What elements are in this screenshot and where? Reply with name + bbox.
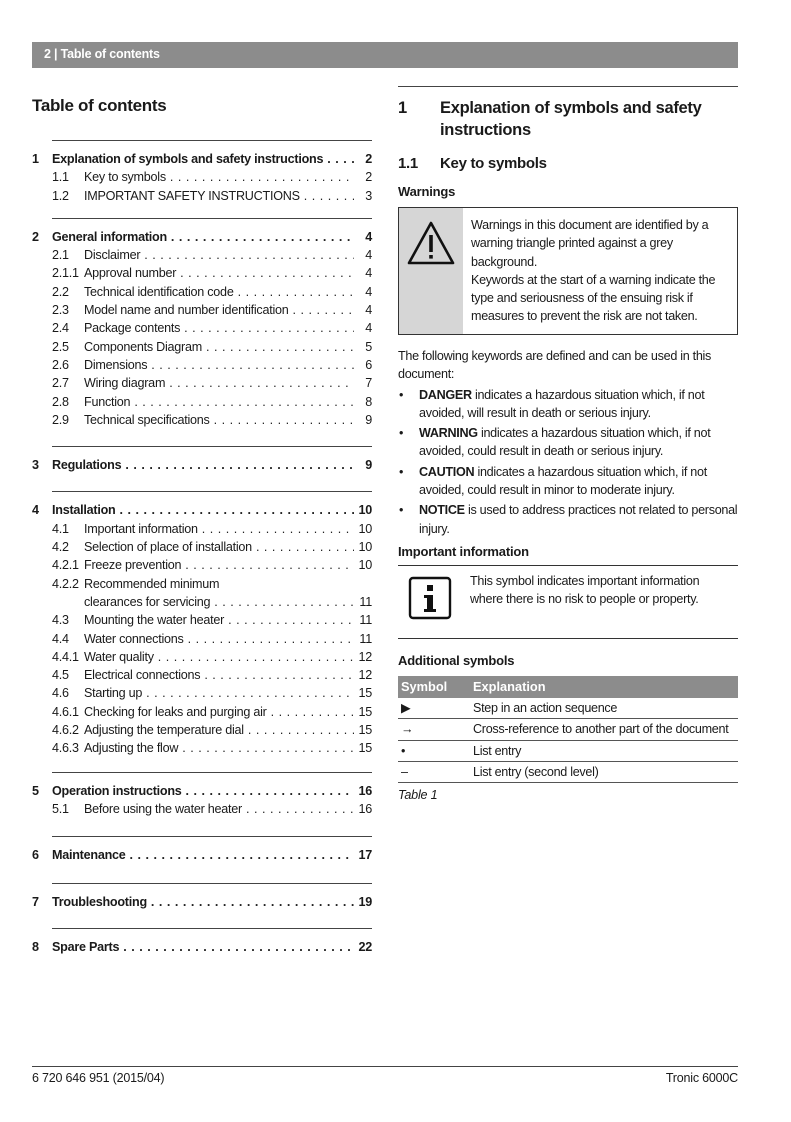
explanation-cell: List entry (second level) — [470, 761, 738, 782]
toc-entry[interactable] — [32, 168, 372, 186]
symbols-table — [398, 676, 738, 783]
toc-entry[interactable] — [32, 666, 372, 684]
toc-entry[interactable] — [32, 283, 372, 301]
toc-section — [32, 491, 372, 757]
toc-entry-page: 19 — [358, 894, 372, 909]
toc-entry-number: 5 — [32, 783, 39, 798]
keyword-description: indicates a hazardous situation which, if not avoided, will result in death or serious injury. — [419, 387, 705, 420]
toc-dot-leader — [202, 520, 354, 538]
toc-dot-leader — [206, 338, 354, 356]
toc-entry-number: 4.4 — [52, 631, 69, 646]
toc-entry-title: Approval number — [84, 266, 177, 281]
toc-entry-title: Components Diagram — [84, 339, 202, 354]
keyword-list — [398, 386, 738, 538]
toc-section — [32, 140, 372, 205]
toc-dot-leader — [293, 301, 354, 319]
toc-title: Table of contents — [32, 96, 167, 115]
toc-entry-number: 4.2.2 — [52, 576, 79, 591]
toc-entry-number: 2.1 — [52, 248, 69, 263]
toc-dot-leader — [125, 456, 354, 474]
toc-entry-number: 2.1.1 — [52, 266, 79, 281]
toc-entry[interactable] — [32, 301, 372, 319]
toc-dot-leader — [204, 666, 354, 684]
toc-entry[interactable] — [32, 739, 372, 757]
subsection-number: 1.1 — [398, 155, 418, 172]
info-text: This symbol indicates important information where there is no risk to people or property. — [470, 573, 700, 607]
toc-entry[interactable] — [32, 721, 372, 739]
toc-entry-title: Starting up — [84, 686, 143, 701]
toc-dot-leader — [185, 556, 354, 574]
toc-entry-page: 7 — [365, 376, 372, 391]
toc-entry[interactable] — [32, 556, 372, 574]
toc-entry-page: 12 — [358, 668, 372, 683]
toc-entry-page: 11 — [359, 613, 372, 628]
toc-entry[interactable] — [32, 246, 372, 264]
toc-dot-leader — [171, 228, 354, 246]
toc-entry-page: 5 — [365, 339, 372, 354]
toc-entry-title: Recommended minimum — [84, 576, 220, 591]
toc-section-entry[interactable] — [32, 150, 372, 168]
toc-entry-title: Regulations — [52, 458, 122, 473]
toc-section-entry[interactable] — [32, 228, 372, 246]
table-row — [398, 719, 738, 740]
toc-entry-title: Dimensions — [84, 357, 148, 372]
toc-entry-page: 15 — [358, 686, 372, 701]
toc-entry-title: Checking for leaks and purging air — [84, 704, 267, 719]
toc-dot-leader — [146, 684, 354, 702]
section-number: 1 — [398, 99, 407, 117]
toc-entry-title: Important information — [84, 521, 198, 536]
toc-section — [32, 218, 372, 429]
toc-entry[interactable] — [32, 538, 372, 556]
toc-dot-leader — [214, 593, 354, 611]
table-caption: Table 1 — [398, 788, 438, 803]
toc-entry-page: 4 — [365, 321, 372, 336]
toc-entry-number: 4.2.1 — [52, 558, 79, 573]
info-icon-cell — [398, 566, 462, 638]
toc-entry-page: 9 — [365, 412, 372, 427]
toc-entry-title: clearances for servicing — [84, 594, 211, 609]
section-title: Explanation of symbols and safety instructions — [440, 99, 702, 139]
toc-entry[interactable] — [32, 703, 372, 721]
content-column — [398, 86, 738, 802]
warning-box — [398, 207, 738, 335]
explanation-cell: Step in an action sequence — [470, 698, 738, 719]
symbol-cell: ▶ — [398, 698, 470, 719]
page-header-bar — [32, 42, 738, 68]
toc-entry[interactable] — [32, 411, 372, 429]
toc-entry-number: 8 — [32, 939, 39, 954]
toc-entry[interactable] — [32, 593, 372, 611]
toc-section-entry[interactable] — [32, 782, 372, 800]
toc-entry-page: 16 — [358, 783, 372, 798]
toc-entry-page: 11 — [359, 594, 372, 609]
col-symbol: Symbol — [398, 676, 470, 698]
toc-entry-number: 5.1 — [52, 801, 69, 816]
toc-dot-leader — [134, 393, 354, 411]
toc-dot-leader — [130, 846, 354, 864]
col-explanation: Explanation — [470, 676, 738, 698]
toc-entry-page: 22 — [358, 939, 372, 954]
toc-entry-page: 10 — [358, 558, 372, 573]
toc-entry-number: 2.7 — [52, 376, 69, 391]
toc-entry-page: 10 — [358, 503, 372, 518]
toc-entry-title: Freeze prevention — [84, 558, 182, 573]
toc-entry[interactable] — [32, 356, 372, 374]
keyword: CAUTION — [419, 464, 475, 479]
toc-section-entry[interactable] — [32, 501, 372, 519]
toc-entry-title: Installation — [52, 503, 116, 518]
toc-entry-page: 11 — [359, 631, 372, 646]
toc-entry-number: 2.6 — [52, 357, 69, 372]
keyword-description: is used to address practices not related to personal injury. — [419, 503, 738, 536]
page-header-label: 2 | Table of contents — [44, 47, 160, 61]
keyword-item — [398, 501, 738, 538]
keyword: WARNING — [419, 426, 478, 441]
table-row — [398, 761, 738, 782]
explanation-cell: List entry — [470, 740, 738, 761]
toc-dot-leader — [144, 246, 354, 264]
toc-entry-title: Model name and number identification — [84, 303, 289, 318]
toc-entry-page: 2 — [365, 152, 372, 166]
toc-entry-title: Maintenance — [52, 848, 126, 863]
toc-entry[interactable] — [32, 575, 372, 593]
toc-entry[interactable] — [32, 800, 372, 818]
toc-entry-page: 15 — [358, 723, 372, 738]
symbol-cell: → — [398, 719, 470, 740]
toc-section-entry[interactable] — [32, 456, 372, 474]
toc-entry-number: 4.6 — [52, 686, 69, 701]
toc-entry-page: 8 — [365, 394, 372, 409]
toc-entry-page: 10 — [358, 540, 372, 555]
toc-entry-page: 3 — [365, 188, 372, 203]
warning-icon-cell — [399, 208, 463, 334]
toc-dot-leader — [158, 648, 354, 666]
toc-dot-leader — [228, 611, 354, 629]
toc-entry-title: General information — [52, 229, 167, 244]
toc-entry-title: Explanation of symbols and safety instructions — [52, 152, 324, 166]
toc-entry-number: 4.2 — [52, 540, 69, 555]
keyword-item — [398, 386, 738, 423]
toc-entry-page: 4 — [365, 266, 372, 281]
toc-entry-number: 2.4 — [52, 321, 69, 336]
toc-dot-leader — [271, 703, 354, 721]
warning-triangle-icon — [406, 220, 456, 266]
toc-entry-title: Wiring diagram — [84, 376, 166, 391]
toc-entry-page: 4 — [365, 229, 372, 244]
additional-heading: Additional symbols — [398, 652, 515, 668]
document-number: 6 720 646 951 (2015/04) — [32, 1071, 165, 1085]
keyword-item — [398, 463, 738, 500]
toc-entry-number: 6 — [32, 848, 39, 863]
info-box — [398, 565, 738, 639]
toc-entry-title: Adjusting the temperature dial — [84, 723, 244, 738]
toc-entry[interactable] — [32, 374, 372, 392]
keyword: DANGER — [419, 387, 472, 402]
toc-dot-leader — [169, 374, 354, 392]
toc-entry-number: 1.1 — [52, 170, 69, 185]
toc-dot-leader — [214, 411, 354, 429]
toc-entry-title: IMPORTANT SAFETY INSTRUCTIONS — [84, 188, 300, 203]
toc-dot-leader — [188, 630, 354, 648]
toc-dot-leader — [248, 721, 354, 739]
toc-entry-title: Operation instructions — [52, 783, 182, 798]
toc-entry-page: 12 — [358, 649, 372, 664]
toc-entry-title: Key to symbols — [84, 170, 166, 185]
toc-section-entry[interactable] — [32, 893, 372, 911]
warning-text — [463, 208, 737, 334]
section-heading — [398, 97, 738, 141]
toc-entry-number: 4.3 — [52, 613, 69, 628]
toc-dot-leader — [256, 538, 354, 556]
toc-dot-leader — [246, 800, 354, 818]
toc-entry-number: 4 — [32, 503, 39, 518]
subsection-title: Key to symbols — [440, 155, 547, 172]
toc-section-entry[interactable] — [32, 846, 372, 864]
table-row — [398, 698, 738, 719]
toc-entry[interactable] — [32, 338, 372, 356]
toc-entry[interactable] — [32, 520, 372, 538]
toc-entry-title: Technical identification code — [84, 284, 234, 299]
toc-section — [32, 446, 372, 474]
toc-entry-page: 2 — [365, 170, 372, 185]
toc-entry[interactable] — [32, 187, 372, 205]
toc-entry-page: 15 — [358, 741, 372, 756]
toc-entry-number: 3 — [32, 458, 39, 473]
toc-entry-page: 9 — [365, 458, 372, 473]
info-icon — [408, 576, 452, 620]
toc-dot-leader — [151, 893, 354, 911]
toc-section — [32, 928, 372, 956]
footer-divider — [32, 1066, 738, 1067]
toc-entry-page: 16 — [358, 801, 372, 816]
toc-entry-number: 4.1 — [52, 521, 69, 536]
toc-entry-page: 4 — [365, 284, 372, 299]
toc-dot-leader — [123, 938, 354, 956]
symbol-cell: – — [398, 761, 470, 782]
toc-entry[interactable] — [32, 630, 372, 648]
toc-entry[interactable] — [32, 684, 372, 702]
keyword-description: indicates a hazardous situation which, if not avoided, could result in death or serious injury. — [419, 426, 711, 459]
toc-dot-leader — [186, 782, 354, 800]
toc-entry-page: 15 — [358, 704, 372, 719]
divider — [398, 86, 738, 87]
toc-entry-number: 4.6.3 — [52, 741, 79, 756]
toc-entry-number: 1.2 — [52, 188, 69, 203]
toc-entry-title: Function — [84, 394, 131, 409]
toc-entry-page: 6 — [365, 357, 372, 372]
toc-entry-title: Electrical connections — [84, 668, 201, 683]
toc-entry-title: Before using the water heater — [84, 801, 242, 816]
toc-entry-number: 2.9 — [52, 412, 69, 427]
toc-dot-leader — [151, 356, 354, 374]
warning-paragraph: Keywords at the start of a warning indicate the type and seriousness of the ensuing risk if measures to prevent the risk are not taken. — [471, 272, 716, 324]
toc-entry-number: 2 — [32, 229, 39, 244]
toc-section — [32, 883, 372, 911]
warning-paragraph: Warnings in this document are identified by a warning triangle printed against a grey background. — [471, 218, 709, 269]
product-name: Tronic 6000C — [665, 1071, 738, 1085]
toc-entry-number: 2.3 — [52, 303, 69, 318]
table-header-row — [398, 676, 738, 698]
toc-entry[interactable] — [32, 264, 372, 282]
toc-dot-leader — [184, 319, 354, 337]
toc-entry-number: 7 — [32, 894, 39, 909]
toc-entry-title: Adjusting the flow — [84, 741, 179, 756]
toc-entry[interactable] — [32, 319, 372, 337]
toc-entry-title: Spare Parts — [52, 939, 120, 954]
explanation-cell: Cross-reference to another part of the document — [470, 719, 738, 740]
toc-entry-number: 2.2 — [52, 284, 69, 299]
warnings-heading: Warnings — [398, 184, 456, 199]
toc-entry-title: Package contents — [84, 321, 181, 336]
toc-entry-number: 1 — [32, 152, 39, 166]
important-heading: Important information — [398, 543, 529, 559]
table-of-contents — [32, 140, 372, 956]
toc-dot-leader — [238, 283, 354, 301]
keywords-intro: The following keywords are defined and can be used in this document: — [398, 349, 712, 382]
symbol-cell: • — [398, 740, 470, 761]
toc-dot-leader — [180, 264, 354, 282]
toc-entry-number: 2.5 — [52, 339, 69, 354]
toc-entry-page: 10 — [358, 521, 372, 536]
toc-entry-title: Selection of place of installation — [84, 540, 252, 555]
toc-dot-leader — [170, 168, 354, 186]
toc-entry-title: Mounting the water heater — [84, 613, 225, 628]
toc-entry[interactable] — [32, 648, 372, 666]
toc-entry-title: Technical specifications — [84, 412, 210, 427]
keyword-item — [398, 424, 738, 461]
toc-entry-title: Troubleshooting — [52, 894, 147, 909]
toc-entry-number: 4.4.1 — [52, 649, 79, 664]
toc-entry-number: 4.6.1 — [52, 704, 79, 719]
keyword: NOTICE — [419, 503, 465, 518]
subsection-heading — [398, 155, 738, 172]
toc-entry-number: 4.6.2 — [52, 723, 79, 738]
toc-entry-page: 17 — [358, 848, 372, 863]
toc-section — [32, 772, 372, 819]
toc-entry-page: 4 — [365, 303, 372, 318]
toc-entry-title: Water connections — [84, 631, 184, 646]
toc-entry-title: Water quality — [84, 649, 154, 664]
toc-dot-leader — [304, 187, 354, 205]
toc-entry-title: Disclaimer — [84, 248, 141, 263]
toc-dot-leader — [182, 739, 354, 757]
toc-entry-page: 4 — [365, 248, 372, 263]
toc-section — [32, 836, 372, 864]
toc-entry-number: 4.5 — [52, 668, 69, 683]
toc-entry-number: 2.8 — [52, 394, 69, 409]
toc-section-entry[interactable] — [32, 938, 372, 956]
toc-entry[interactable] — [32, 611, 372, 629]
toc-dot-leader — [327, 150, 354, 168]
keyword-description: indicates a hazardous situation which, if not avoided, could result in minor to moderate injury. — [419, 464, 707, 498]
toc-dot-leader — [119, 501, 354, 519]
toc-entry[interactable] — [32, 393, 372, 411]
table-row — [398, 740, 738, 761]
